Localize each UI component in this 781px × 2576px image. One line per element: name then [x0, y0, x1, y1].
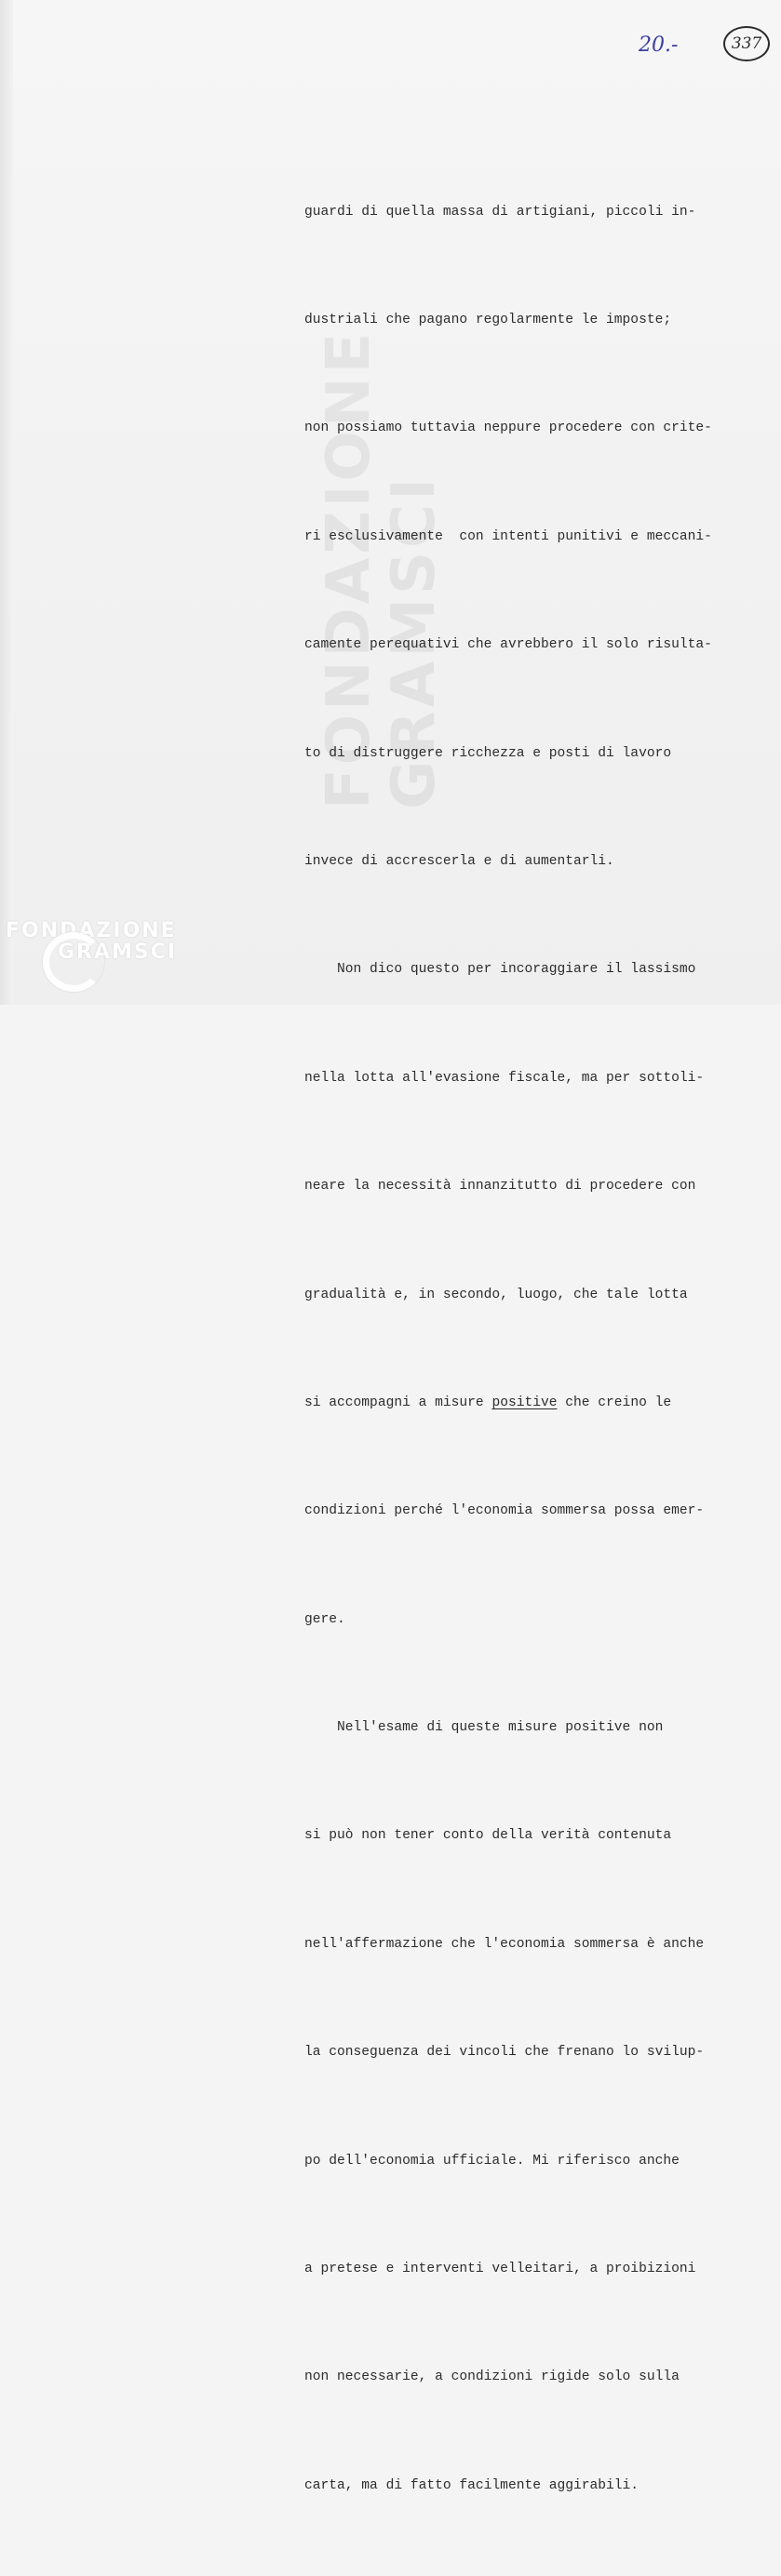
text-line: invece di accrescerla e di aumentarli.	[304, 853, 614, 869]
underlined-word: positive	[491, 1395, 558, 1410]
text-line: neare la necessità innanzitutto di procedere con	[304, 1179, 696, 1195]
folio-number-circled: 337	[723, 26, 770, 61]
text-line: nella lotta all'evasione fiscale, ma per sottoli-	[304, 1070, 705, 1086]
text-line: nell'affermazione che l'economia sommersa è anche	[304, 1936, 705, 1952]
text-line: gere.	[304, 1611, 345, 1627]
text-segment: che creino le	[557, 1395, 672, 1410]
text-line: non possiamo tuttavia neppure procedere con crite-	[304, 420, 712, 436]
paragraph-start-line: Non dico questo per incoraggiare il lassismo	[304, 962, 696, 978]
stamp-line-2: GRAMSCI	[58, 941, 178, 964]
text-line-with-underline	[304, 1385, 770, 1421]
text-line: dustriali che pagano regolarmente le imposte;	[304, 312, 672, 327]
typed-text-body	[304, 122, 770, 2576]
archive-watermark: FONDAZIONE GRAMSCI	[315, 328, 449, 809]
text-line: camente perequativi che avrebbero il solo risulta-	[304, 637, 712, 653]
text-line: condizioni perché l'economia sommersa possa emer-	[304, 1503, 705, 1519]
text-line: non necessarie, a condizioni rigide solo sulla	[304, 2369, 680, 2385]
text-line: si può non tener conto della verità contenuta	[304, 1828, 672, 1844]
logo-g-icon	[43, 932, 104, 992]
text-line: to di distruggere ricchezza e posti di lavoro	[304, 745, 672, 761]
text-segment: si accompagni a misure	[304, 1395, 492, 1410]
page-edge-shadow	[0, 0, 13, 1005]
stamp-line-1: FONDAZIONE	[6, 919, 177, 942]
text-line: guardi di quella massa di artigiani, piccoli in-	[304, 204, 696, 220]
text-line: a pretese e interventi velleitari, a proibizioni	[304, 2262, 696, 2277]
text-line: carta, ma di fatto facilmente aggirabili.	[304, 2477, 640, 2493]
text-line: po dell'economia ufficiale. Mi riferisco anche	[304, 2153, 680, 2169]
text-line: ri esclusivamente con intenti punitivi e meccani-	[304, 528, 712, 544]
text-line: gradualità e, in secondo, luogo, che tale lotta	[304, 1287, 688, 1302]
text-line: la conseguenza dei vincoli che frenano lo svilup-	[304, 2045, 705, 2061]
page-number: 20.-	[639, 33, 679, 57]
paragraph-start-line: Nell'esame di queste misure positive non	[304, 1720, 664, 1736]
archive-stamp-logo	[6, 919, 177, 964]
